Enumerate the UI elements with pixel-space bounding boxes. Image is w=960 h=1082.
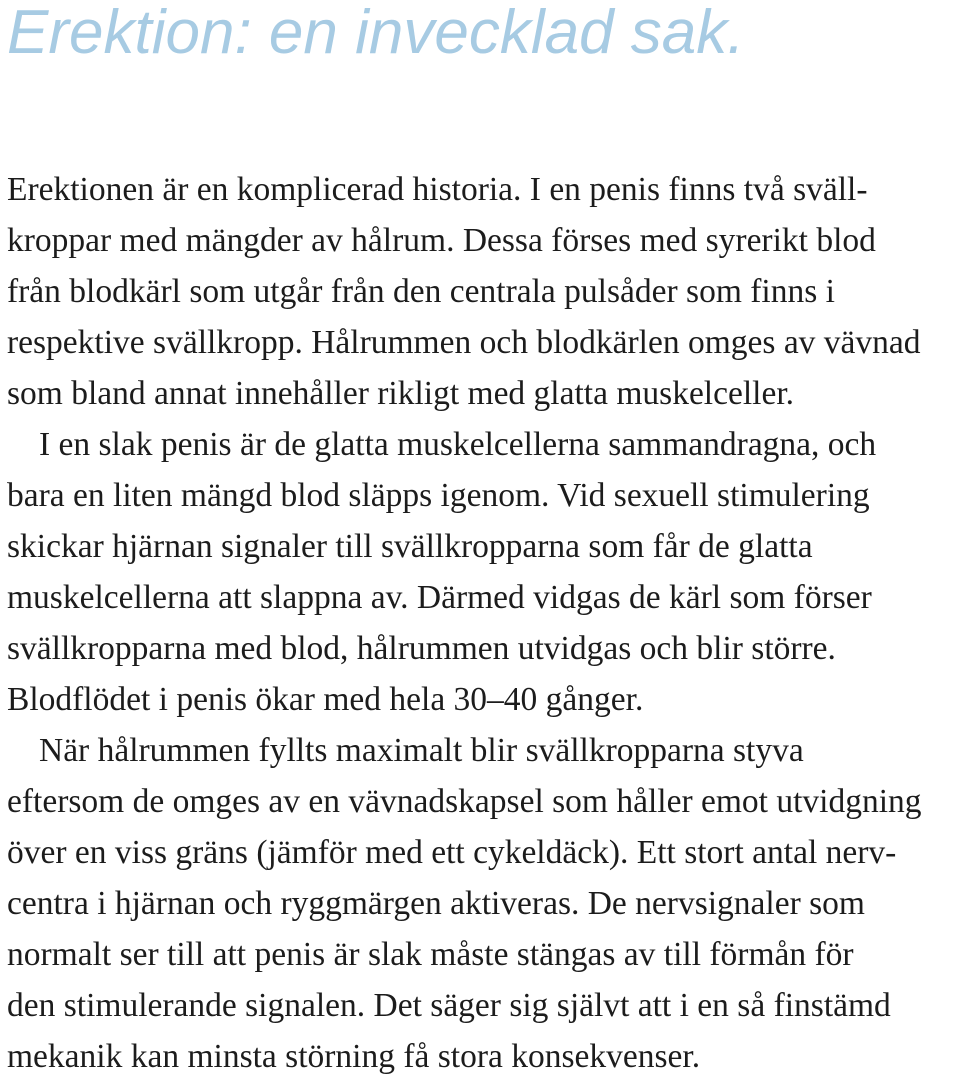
text-line: från blodkärl som utgår från den centrala pulsåder som finns i bbox=[7, 273, 835, 310]
text-line: som bland annat innehåller rikligt med glatta muskelceller. bbox=[7, 375, 795, 412]
text-line: kroppar med mängder av hålrum. Dessa förses med syrerikt blod bbox=[7, 222, 876, 259]
text-line: respektive svällkropp. Hålrummen och blodkärlen omges av vävnad bbox=[7, 324, 921, 361]
text-line: den stimulerande signalen. Det säger sig självt att i en så finstämd bbox=[7, 987, 891, 1024]
text-line: över en viss gräns (jämför med ett cykeldäck). Ett stort antal nerv- bbox=[7, 834, 897, 871]
text-line: När hålrummen fyllts maximalt blir svällkropparna styva bbox=[39, 732, 804, 769]
text-line: eftersom de omges av en vävnadskapsel som håller emot utvidgning bbox=[7, 783, 922, 820]
page-title: Erektion: en invecklad sak. bbox=[7, 0, 745, 67]
text-line: muskelcellerna att slappna av. Därmed vidgas de kärl som förser bbox=[7, 579, 872, 616]
text-line: Erektionen är en komplicerad historia. I en penis finns två sväll- bbox=[7, 171, 868, 208]
text-line: I en slak penis är de glatta muskelcellerna sammandragna, och bbox=[39, 426, 877, 463]
body-text bbox=[7, 164, 960, 1082]
text-line: svällkropparna med blod, hålrummen utvidgas och blir större. bbox=[7, 630, 836, 667]
text-line: mekanik kan minsta störning få stora konsekvenser. bbox=[7, 1038, 701, 1075]
text-line: normalt ser till att penis är slak måste stängas av till förmån för bbox=[7, 936, 854, 973]
text-line: Blodflödet i penis ökar med hela 30–40 gånger. bbox=[7, 681, 644, 718]
text-line: centra i hjärnan och ryggmärgen aktiveras. De nervsignaler som bbox=[7, 885, 865, 922]
text-line: skickar hjärnan signaler till svällkropparna som får de glatta bbox=[7, 528, 813, 565]
text-line: bara en liten mängd blod släpps igenom. Vid sexuell stimulering bbox=[7, 477, 870, 514]
